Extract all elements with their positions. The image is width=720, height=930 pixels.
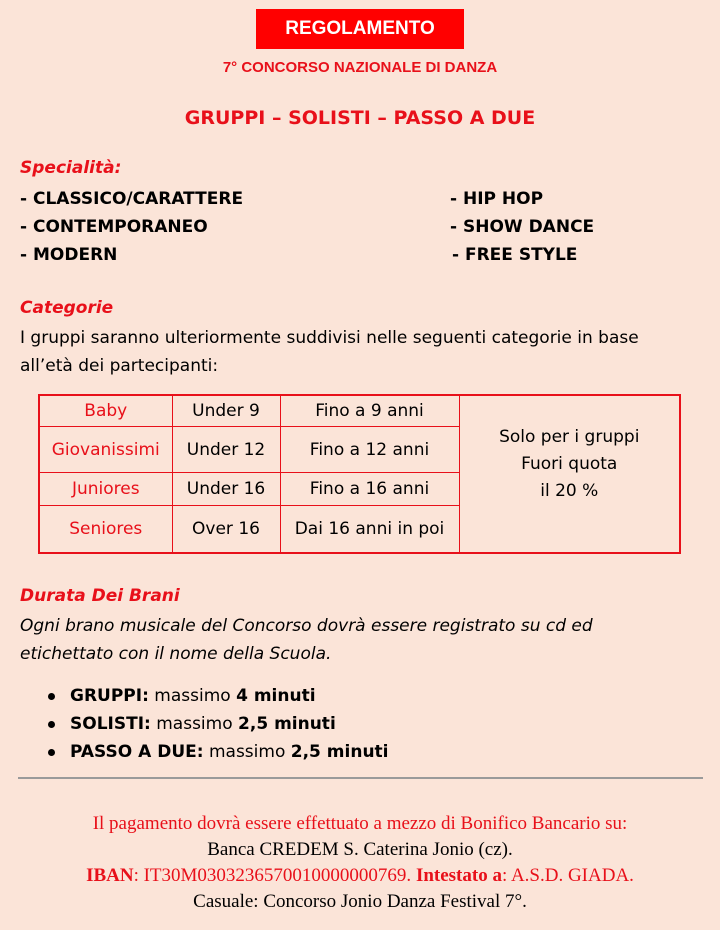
note-line: Fuori quota — [521, 454, 618, 474]
category-name: Seniores — [39, 505, 172, 553]
iban-line — [0, 863, 720, 889]
duration-type: SOLISTI: — [70, 714, 151, 734]
durata-text: etichettato con il nome della Scuola. — [20, 644, 332, 664]
category-age: Under 16 — [172, 473, 280, 505]
duration-type: PASSO A DUE: — [70, 742, 204, 762]
duration-value: 2,5 minuti — [238, 714, 336, 734]
note-line: Solo per i gruppi — [499, 427, 640, 447]
section-heading: GRUPPI – SOLISTI – PASSO A DUE — [184, 107, 536, 129]
duration-list — [22, 682, 389, 766]
category-range: Dai 16 anni in poi — [280, 505, 459, 553]
category-age: Under 12 — [172, 426, 280, 473]
table-row — [39, 395, 680, 426]
category-range: Fino a 12 anni — [280, 426, 459, 473]
specialita-item: - CLASSICO/CARATTERE — [20, 189, 244, 209]
causale: Casuale: Concorso Jonio Danza Festival 7°. — [193, 891, 527, 912]
specialita-item: - CONTEMPORANEO — [20, 217, 208, 237]
specialita-item: - FREE STYLE — [452, 245, 578, 265]
note-line: il 20 % — [540, 481, 599, 501]
specialita-item: - MODERN — [20, 245, 118, 265]
category-name: Juniores — [39, 473, 172, 505]
iban-value: : IT30M0303236570010000000769. — [133, 865, 416, 886]
duration-prefix: massimo — [208, 742, 286, 762]
payment-instruction: Il pagamento dovrà essere effettuato a mezzo di Bonifico Bancario su: — [92, 813, 628, 834]
duration-prefix: massimo — [156, 714, 233, 734]
categorie-text: all’età dei partecipanti: — [20, 356, 219, 376]
specialita-label: Specialità: — [20, 158, 122, 178]
list-item — [22, 682, 389, 710]
duration-prefix: massimo — [154, 686, 231, 706]
category-range: Fino a 9 anni — [280, 395, 459, 426]
divider — [18, 777, 703, 779]
category-note — [459, 395, 680, 553]
intestato-value: : A.S.D. GIADA. — [501, 865, 634, 886]
duration-type: GRUPPI: — [70, 686, 149, 706]
specialita-item: - SHOW DANCE — [450, 217, 595, 237]
category-name: Giovanissimi — [39, 426, 172, 473]
category-range: Fino a 16 anni — [280, 473, 459, 505]
competition-subtitle: 7° CONCORSO NAZIONALE DI DANZA — [222, 59, 498, 76]
category-age: Under 9 — [172, 395, 280, 426]
category-age: Over 16 — [172, 505, 280, 553]
specialita-item: - HIP HOP — [450, 189, 544, 209]
intestato-label: Intestato a — [415, 865, 502, 886]
bank-name: Banca CREDEM S. Caterina Jonio (cz). — [207, 839, 513, 860]
duration-value: 2,5 minuti — [290, 742, 389, 762]
list-item — [22, 738, 389, 766]
categorie-label: Categorie — [20, 298, 114, 318]
categories-table — [38, 394, 681, 554]
durata-label: Durata Dei Brani — [20, 586, 180, 606]
category-name: Baby — [39, 395, 172, 426]
duration-value: 4 minuti — [236, 686, 316, 706]
iban-label: IBAN — [86, 865, 134, 886]
title-badge: REGOLAMENTO — [256, 9, 464, 49]
categorie-text: I gruppi saranno ulteriormente suddivisi nelle seguenti categorie in base — [20, 328, 639, 348]
list-item — [22, 710, 389, 738]
durata-text: Ogni brano musicale del Concorso dovrà essere registrato su cd ed — [20, 616, 593, 636]
